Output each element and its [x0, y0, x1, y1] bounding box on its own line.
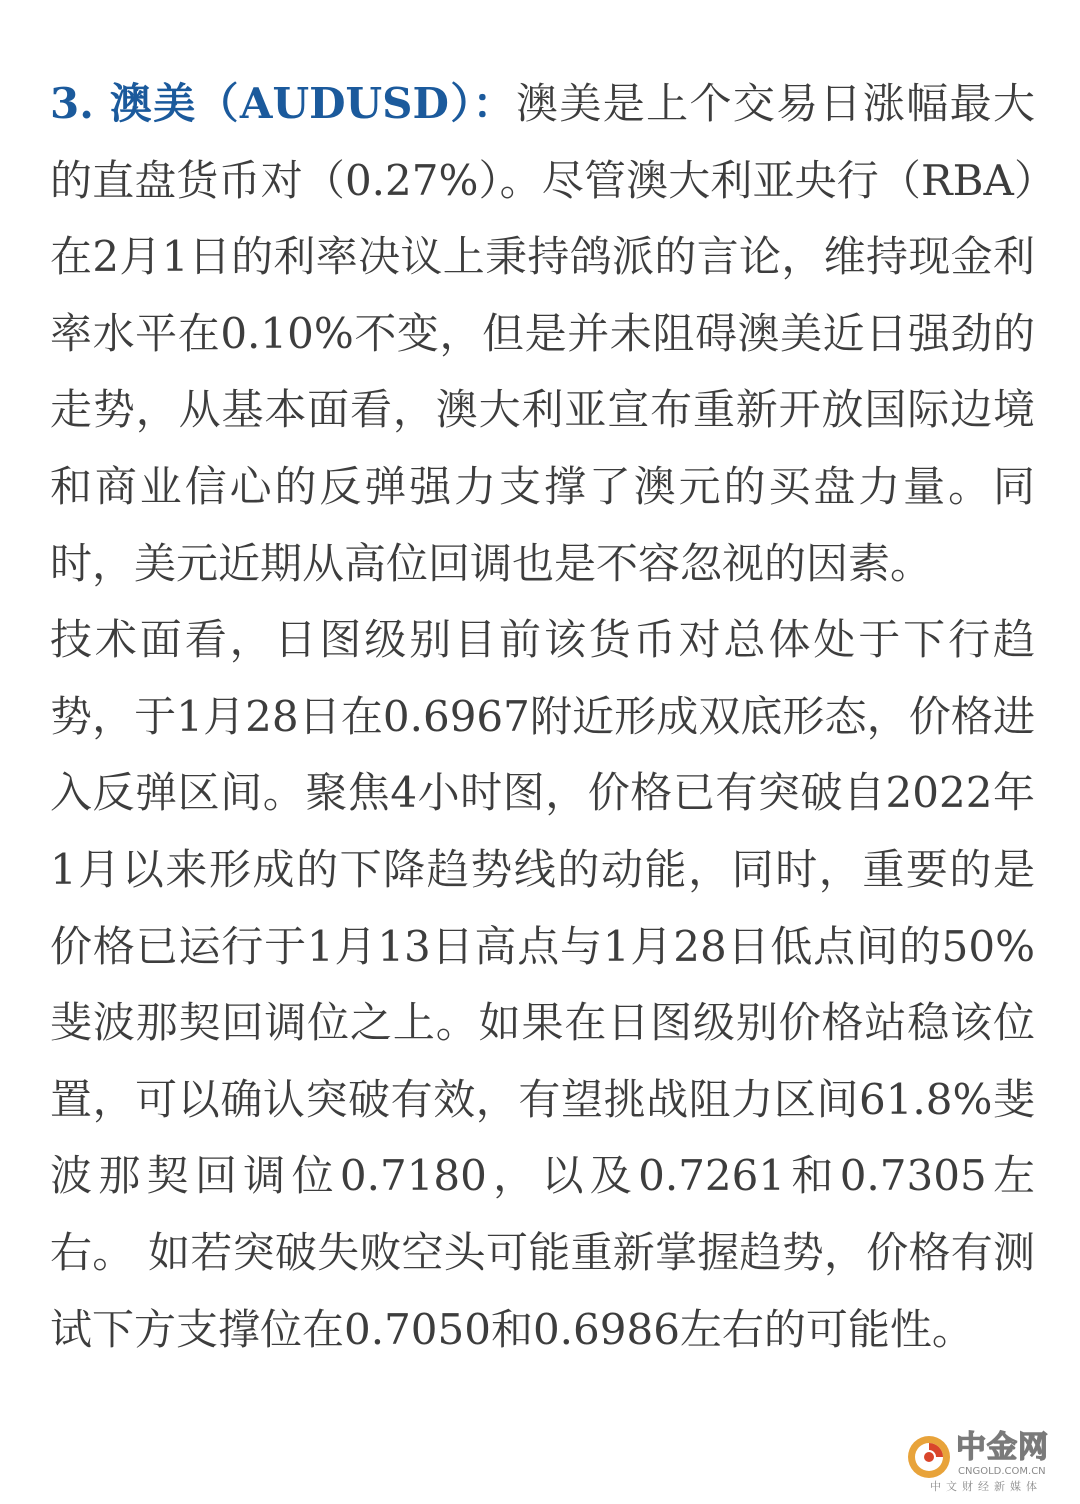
paragraph-technical: 技术面看，日图级别目前该货币对总体处于下行趋势，于1月28日在0.6967附近形成双底形态，价格进入反弹区间。聚焦4小时图，价格已有突破自2022年1月以来形成的下降趋势线的动能，同时，重要的是价格已运行于1月13日高点与1月28日低点间的50%斐波那契回调位之上。如果在日图级别价格站稳该位置，可以确认突破有效，有望挑战阻力区间61.8%斐波那契回调位0.7180，以及0.7261和0.7305左右。 如若突破失败空头可能重新掌握趋势，价格有测试下方支撑位在0.7050和0.6986左右的可能性。 — [50, 615, 1035, 1354]
watermark-tagline: 中文财经新媒体 — [930, 1480, 1042, 1493]
article-body — [50, 66, 1035, 1368]
paragraph-fundamental-text: 澳美是上个交易日涨幅最大的直盘货币对（0.27%）。尽管澳大利亚央行（RBA）在2月1日的利率决议上秉持鸽派的言论，维持现金利率水平在0.10%不变，但是并未阻碍澳美近日强劲的走势，从基本面看，澳大利亚宣布重新开放国际边境和商业信心的反弹强力支撑了澳元的买盘力量。同时，美元近期从高位回调也是不容忽视的因素。 — [50, 79, 1035, 588]
section-heading: 3. 澳美（AUDUSD）： — [50, 79, 517, 128]
watermark-name: 中金网 — [956, 1430, 1049, 1465]
watermark-domain: CNGOLD.COM.CN — [958, 1466, 1046, 1477]
cngold-watermark — [906, 1430, 1066, 1494]
cngold-logo-icon — [906, 1434, 952, 1480]
paragraph-fundamental — [50, 66, 1035, 602]
